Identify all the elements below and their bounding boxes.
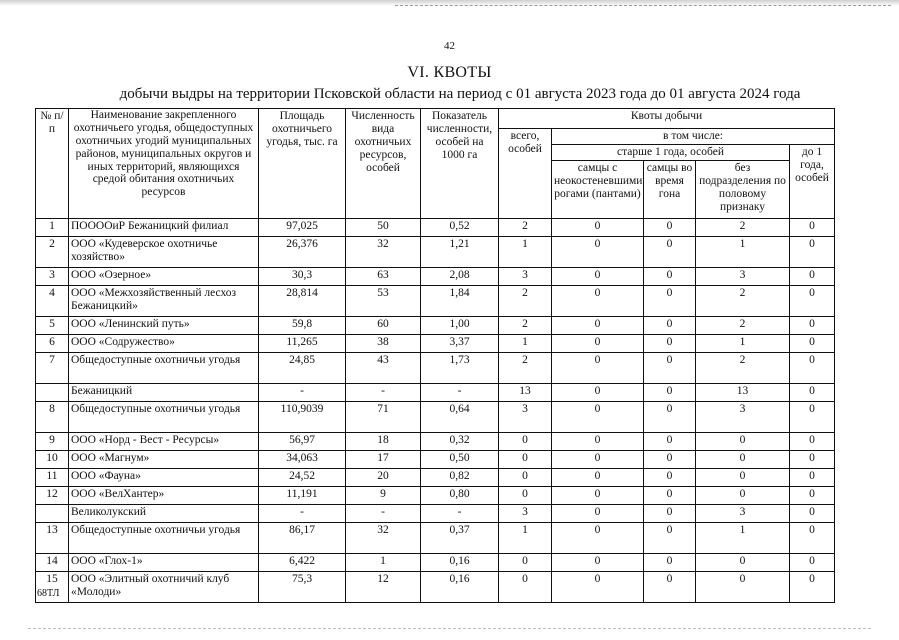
cell-name: ООО «Глох-1» [69, 554, 259, 572]
cell-total: 3 [499, 268, 552, 286]
section-title: VI. КВОТЫ [407, 64, 492, 81]
cell-no-sex: 0 [696, 469, 790, 487]
cell-num [36, 384, 69, 402]
table-row [36, 523, 835, 554]
cell-total: 0 [499, 433, 552, 451]
footer-code: 68ТЛ [37, 588, 60, 599]
cell-males-rut: 0 [644, 317, 696, 335]
cell-under-one: 0 [790, 451, 835, 469]
cell-num: 14 [36, 554, 69, 572]
cell-density: 1,73 [421, 353, 499, 384]
cell-under-one: 0 [790, 487, 835, 505]
table-row [36, 286, 835, 317]
cell-density: 0,80 [421, 487, 499, 505]
table-row [36, 402, 835, 433]
cell-num: 11 [36, 469, 69, 487]
cell-density: 0,50 [421, 451, 499, 469]
cell-total: 0 [499, 554, 552, 572]
cell-total: 2 [499, 286, 552, 317]
cell-count: 9 [346, 487, 421, 505]
cell-no-sex: 2 [696, 353, 790, 384]
cell-males-antlers: 0 [552, 353, 644, 384]
cell-density: 0,37 [421, 523, 499, 554]
cell-males-antlers: 0 [552, 554, 644, 572]
cell-males-rut: 0 [644, 487, 696, 505]
header-area: Площадь охотничьего угодья, тыс. га [259, 109, 346, 219]
cell-total: 0 [499, 487, 552, 505]
cell-males-rut: 0 [644, 572, 696, 603]
table-row [36, 505, 835, 523]
table-row [36, 384, 835, 402]
cell-count: 17 [346, 451, 421, 469]
cell-density: 3,37 [421, 335, 499, 353]
cell-density: 0,16 [421, 554, 499, 572]
cell-name: ООО «Элитный охотничий клуб «Молоди» [69, 572, 259, 603]
cell-count: 12 [346, 572, 421, 603]
cell-males-rut: 0 [644, 451, 696, 469]
cell-area: 26,376 [259, 237, 346, 268]
cell-under-one: 0 [790, 572, 835, 603]
cell-density: 1,84 [421, 286, 499, 317]
cell-males-antlers: 0 [552, 469, 644, 487]
cell-area: 28,814 [259, 286, 346, 317]
cell-under-one: 0 [790, 402, 835, 433]
cell-num: 2 [36, 237, 69, 268]
table-row [36, 335, 835, 353]
cell-males-antlers: 0 [552, 335, 644, 353]
header-name: Наименование закрепленного охотничьего угодья, общедоступных охотничьих угодий муниципальных районов, муниципальных округов и иных территорий, являющихся средой обитания охотничьих ресурсов [69, 109, 259, 219]
cell-name: Общедоступные охотничьи угодья [69, 353, 259, 384]
cell-males-rut: 0 [644, 402, 696, 433]
header-quota: Квоты добычи [499, 109, 835, 129]
cell-area: 30,3 [259, 268, 346, 286]
header-including: в том числе: [552, 129, 835, 145]
cell-num: 12 [36, 487, 69, 505]
cell-name: ООО «Межхозяйственный лесхоз Бежаницкий» [69, 286, 259, 317]
cell-males-rut: 0 [644, 286, 696, 317]
cell-count: 38 [346, 335, 421, 353]
table-row [36, 219, 835, 237]
cell-males-antlers: 0 [552, 286, 644, 317]
cell-total: 3 [499, 402, 552, 433]
header-total: всего, особей [499, 129, 552, 219]
cell-area: 11,265 [259, 335, 346, 353]
cell-males-antlers: 0 [552, 451, 644, 469]
cell-under-one: 0 [790, 554, 835, 572]
cell-name: Великолукский [69, 505, 259, 523]
table-row [36, 554, 835, 572]
quota-table-body [36, 219, 835, 603]
cell-density: 0,16 [421, 572, 499, 603]
header-density: Показатель численности, особей на 1000 га [421, 109, 499, 219]
table-row [36, 487, 835, 505]
cell-num: 4 [36, 286, 69, 317]
cell-under-one: 0 [790, 469, 835, 487]
cell-density: 0,52 [421, 219, 499, 237]
cell-num: 9 [36, 433, 69, 451]
table-row [36, 572, 835, 603]
cell-males-rut: 0 [644, 523, 696, 554]
cell-total: 2 [499, 353, 552, 384]
scan-artifact-line [395, 5, 891, 6]
cell-count: 32 [346, 523, 421, 554]
cell-males-antlers: 0 [552, 402, 644, 433]
cell-males-rut: 0 [644, 433, 696, 451]
header-count: Численность вида охотничьих ресурсов, особей [346, 109, 421, 219]
cell-name: Общедоступные охотничьи угодья [69, 523, 259, 554]
cell-no-sex: 13 [696, 384, 790, 402]
cell-under-one: 0 [790, 523, 835, 554]
table-row [36, 451, 835, 469]
cell-under-one: 0 [790, 353, 835, 384]
cell-total: 0 [499, 572, 552, 603]
cell-total: 13 [499, 384, 552, 402]
cell-area: 24,85 [259, 353, 346, 384]
cell-no-sex: 0 [696, 433, 790, 451]
cell-name: Бежаницкий [69, 384, 259, 402]
cell-num: 6 [36, 335, 69, 353]
cell-under-one: 0 [790, 505, 835, 523]
cell-count: 60 [346, 317, 421, 335]
cell-count: 20 [346, 469, 421, 487]
cell-area: 6,422 [259, 554, 346, 572]
cell-area: 24,52 [259, 469, 346, 487]
cell-area: 86,17 [259, 523, 346, 554]
cell-under-one: 0 [790, 433, 835, 451]
header-males-rut: самцы во время гона [644, 161, 696, 219]
cell-count: 32 [346, 237, 421, 268]
cell-males-rut: 0 [644, 219, 696, 237]
cell-area: - [259, 384, 346, 402]
cell-no-sex: 3 [696, 268, 790, 286]
cell-num: 3 [36, 268, 69, 286]
cell-count: 1 [346, 554, 421, 572]
cell-no-sex: 3 [696, 402, 790, 433]
cell-under-one: 0 [790, 335, 835, 353]
cell-density: - [421, 505, 499, 523]
cell-no-sex: 0 [696, 451, 790, 469]
cell-count: - [346, 384, 421, 402]
header-males-antlers: самцы с неокостеневшими рогами (пантами) [552, 161, 644, 219]
cell-area: 59,8 [259, 317, 346, 335]
cell-no-sex: 3 [696, 505, 790, 523]
cell-no-sex: 2 [696, 286, 790, 317]
cell-under-one: 0 [790, 384, 835, 402]
cell-name: ООО «Фауна» [69, 469, 259, 487]
cell-count: 43 [346, 353, 421, 384]
cell-under-one: 0 [790, 286, 835, 317]
cell-males-antlers: 0 [552, 237, 644, 268]
cell-total: 1 [499, 237, 552, 268]
cell-area: 110,9039 [259, 402, 346, 433]
cell-no-sex: 0 [696, 572, 790, 603]
cell-density: 0,64 [421, 402, 499, 433]
cell-density: 2,08 [421, 268, 499, 286]
cell-name: ООО «Содружество» [69, 335, 259, 353]
table-row [36, 433, 835, 451]
header-num: № п/п [36, 109, 69, 219]
cell-no-sex: 0 [696, 487, 790, 505]
cell-num: 10 [36, 451, 69, 469]
cell-males-rut: 0 [644, 469, 696, 487]
cell-num: 5 [36, 317, 69, 335]
cell-density: 1,00 [421, 317, 499, 335]
cell-no-sex: 1 [696, 237, 790, 268]
cell-density: 0,32 [421, 433, 499, 451]
section-subtitle: добычи выдры на территории Псковской области на период с 01 августа 2023 года до 01 августа 2024 года [119, 86, 801, 102]
cell-num: 7 [36, 353, 69, 384]
cell-males-antlers: 0 [552, 487, 644, 505]
cell-males-antlers: 0 [552, 523, 644, 554]
cell-males-antlers: 0 [552, 433, 644, 451]
cell-no-sex: 2 [696, 317, 790, 335]
cell-num: 15 [36, 572, 69, 603]
cell-count: 50 [346, 219, 421, 237]
cell-no-sex: 1 [696, 335, 790, 353]
cell-count: 71 [346, 402, 421, 433]
cell-males-rut: 0 [644, 505, 696, 523]
cell-no-sex: 2 [696, 219, 790, 237]
cell-count: 18 [346, 433, 421, 451]
scan-artifact-line-bottom [28, 628, 871, 629]
cell-density: 0,82 [421, 469, 499, 487]
cell-name: ООО «Норд - Вест - Ресурсы» [69, 433, 259, 451]
quota-table [35, 108, 835, 603]
header-older: старше 1 года, особей [552, 145, 790, 161]
cell-area: 75,3 [259, 572, 346, 603]
cell-num [36, 505, 69, 523]
cell-under-one: 0 [790, 268, 835, 286]
cell-density: 1,21 [421, 237, 499, 268]
page-number: 42 [444, 40, 455, 52]
cell-males-antlers: 0 [552, 268, 644, 286]
cell-total: 3 [499, 505, 552, 523]
cell-area: 97,025 [259, 219, 346, 237]
cell-males-rut: 0 [644, 237, 696, 268]
cell-males-antlers: 0 [552, 219, 644, 237]
table-row [36, 268, 835, 286]
cell-area: 56,97 [259, 433, 346, 451]
cell-name: ООО «Озерное» [69, 268, 259, 286]
cell-name: ООО «Кудеверское охотничье хозяйство» [69, 237, 259, 268]
cell-males-rut: 0 [644, 384, 696, 402]
cell-name: ООО «Ленинский путь» [69, 317, 259, 335]
cell-males-antlers: 0 [552, 572, 644, 603]
cell-num: 1 [36, 219, 69, 237]
table-row [36, 237, 835, 268]
cell-count: - [346, 505, 421, 523]
cell-num: 13 [36, 523, 69, 554]
table-row [36, 317, 835, 335]
cell-name: ООО «ВелХантер» [69, 487, 259, 505]
cell-count: 53 [346, 286, 421, 317]
cell-males-rut: 0 [644, 554, 696, 572]
header-under-one: до 1 года, особей [790, 145, 835, 219]
cell-males-antlers: 0 [552, 384, 644, 402]
cell-under-one: 0 [790, 237, 835, 268]
cell-total: 2 [499, 219, 552, 237]
cell-area: 34,063 [259, 451, 346, 469]
table-row [36, 469, 835, 487]
cell-count: 63 [346, 268, 421, 286]
cell-males-antlers: 0 [552, 317, 644, 335]
cell-males-antlers: 0 [552, 505, 644, 523]
cell-total: 1 [499, 523, 552, 554]
cell-males-rut: 0 [644, 353, 696, 384]
cell-no-sex: 0 [696, 554, 790, 572]
cell-area: 11,191 [259, 487, 346, 505]
cell-total: 2 [499, 317, 552, 335]
cell-name: ООО «Магнум» [69, 451, 259, 469]
cell-males-rut: 0 [644, 268, 696, 286]
cell-name: Общедоступные охотничьи угодья [69, 402, 259, 433]
cell-males-rut: 0 [644, 335, 696, 353]
cell-total: 1 [499, 335, 552, 353]
cell-num: 8 [36, 402, 69, 433]
cell-total: 0 [499, 451, 552, 469]
table-row [36, 353, 835, 384]
cell-under-one: 0 [790, 317, 835, 335]
cell-total: 0 [499, 469, 552, 487]
cell-under-one: 0 [790, 219, 835, 237]
cell-area: - [259, 505, 346, 523]
header-no-sex: без подразделения по половому признаку [696, 161, 790, 219]
cell-no-sex: 1 [696, 523, 790, 554]
cell-density: - [421, 384, 499, 402]
cell-name: ПООООиР Бежаницкий филиал [69, 219, 259, 237]
